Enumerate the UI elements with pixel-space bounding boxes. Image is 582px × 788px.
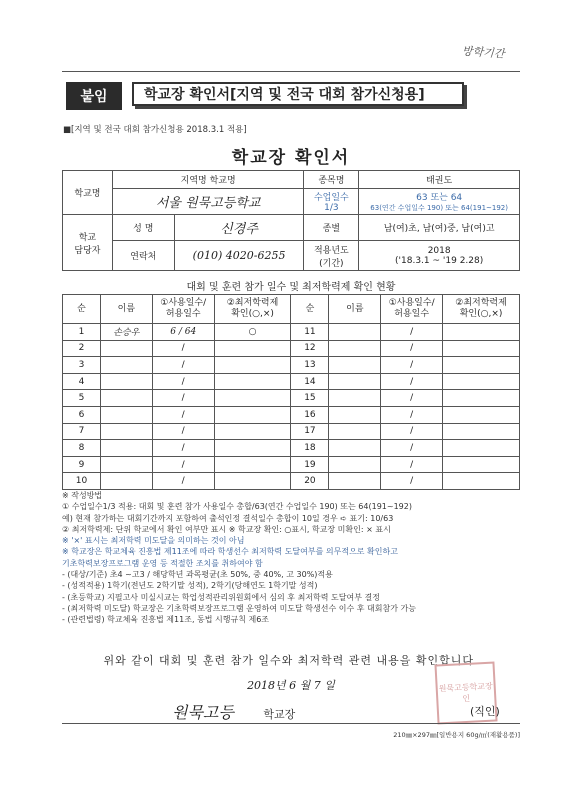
record-no: 9 [63, 456, 101, 473]
record-name [329, 357, 381, 374]
record-no: 15 [291, 390, 329, 407]
record-name [329, 340, 381, 357]
record-days: / [152, 373, 214, 390]
instruction-line: - (대상/기준) 초4 ~고3 / 해당학년 과목평균(초 50%, 중 40%, 고 30%)적용 [62, 570, 333, 580]
school-name-value: 서울 원묵고등학교 [112, 189, 304, 215]
record-days: / [381, 373, 443, 390]
record-min-check [443, 390, 520, 407]
confirmation-date: 2018년 6 월 7 일 [247, 679, 335, 692]
record-no: 3 [63, 357, 101, 374]
record-name [329, 473, 381, 490]
record-days: / [152, 390, 214, 407]
handwritten-top-note: 방학기간 [461, 44, 505, 61]
header-days-right [381, 295, 443, 324]
record-no: 2 [63, 340, 101, 357]
record-no: 1 [63, 324, 101, 341]
attendance-label [304, 189, 359, 215]
header-days [152, 295, 214, 324]
record-min-check [214, 406, 291, 423]
record-name [100, 473, 152, 490]
period-label-line-2: (기간) [319, 258, 344, 269]
name-label: 성 명 [112, 215, 174, 241]
record-no: 16 [291, 406, 329, 423]
header-min-line-1: ②최저학력제 [226, 298, 279, 308]
record-name [329, 456, 381, 473]
record-name [100, 340, 152, 357]
header-min-right-line-1: ②최저학력제 [455, 298, 507, 308]
record-min-check [443, 340, 520, 357]
record-min-check [214, 390, 291, 407]
record-no: 17 [291, 423, 329, 440]
record-days: / [381, 406, 443, 423]
instruction-line: - (최저학력 미도달) 학교장은 기초학력보장프로그램 운영하여 미도달 학생선수 이수 후 대회참가 가능 [62, 603, 416, 613]
period-range: ('18.3.1 ~ '19 2.28) [395, 255, 484, 266]
instruction-line: ② 최저학력제: 단위 학교에서 확인 여부만 표시 ※ 학교장 확인: ○표시, 학교장 미확인: × 표시 [62, 524, 391, 534]
period-year: 2018 [427, 245, 451, 256]
record-name [329, 373, 381, 390]
manager-label [63, 215, 113, 271]
record-no: 19 [291, 456, 329, 473]
record-name [329, 324, 381, 341]
instruction-line: ※ 작성방법 [62, 491, 103, 500]
attendance-label-line-1: 수업일수 [313, 193, 349, 203]
record-no: 13 [291, 357, 329, 374]
seal-label: (직인) [470, 705, 500, 718]
instruction-line: - (초등학교) 지필고사 미실시교는 학업성적관리위원회에서 심의 후 최저학력 도달여부 결정 [62, 592, 380, 602]
header-min-right-line-2: 확인(○,×) [459, 309, 503, 319]
record-no: 5 [63, 390, 101, 407]
instruction-line: - (성적적용) 1학기(전년도 2학기말 성적), 2학기(당해연도 1학기말 성적) [62, 581, 318, 591]
attendance-value-line-2: 63(연간 수업일수 190) 또는 64(191~192) [370, 204, 508, 212]
record-days: 6 / 64 [152, 324, 214, 341]
record-min-check [443, 440, 520, 457]
record-min-check [214, 473, 291, 490]
record-name [100, 440, 152, 457]
record-days: / [152, 406, 214, 423]
record-min-check [443, 324, 520, 341]
header-min-academic-right [443, 295, 520, 324]
header-days-line-1: ①사용일수/ [160, 298, 207, 308]
record-no: 6 [63, 406, 101, 423]
header-name-right: 이름 [329, 295, 381, 324]
record-row [63, 373, 520, 390]
instruction-line: ① 수업일수1/3 적용: 대회 및 훈련 참가 사용일수 총합/63(연간 수업일수 190) 또는 64(191~192) [62, 502, 412, 512]
instruction-line: ※ '×' 표시는 최저학력 미도달을 의미하는 것이 아님 [62, 536, 245, 546]
record-days: / [152, 473, 214, 490]
record-days: / [152, 440, 214, 457]
record-no: 10 [63, 473, 101, 490]
record-name [329, 406, 381, 423]
gender-label: 종별 [304, 215, 359, 241]
record-name [100, 373, 152, 390]
record-no: 4 [63, 373, 101, 390]
record-no: 8 [63, 440, 101, 457]
period-value [359, 241, 520, 271]
record-row [63, 390, 520, 407]
record-row [63, 340, 520, 357]
header-min-academic [214, 295, 291, 324]
school-signature: 원묵고등 [172, 703, 234, 722]
sport-label: 종목명 [304, 171, 359, 189]
record-no: 14 [291, 373, 329, 390]
top-divider [62, 71, 520, 72]
bottom-divider [62, 723, 520, 724]
header-no: 순 [63, 295, 101, 324]
record-days: / [381, 390, 443, 407]
record-days: / [381, 473, 443, 490]
attendance-label-line-2: 1/3 [324, 203, 339, 213]
instruction-line: 기초학력보장프로그램 운영 등 적절한 조치를 취하여야 함 [62, 558, 263, 568]
record-no: 20 [291, 473, 329, 490]
manager-label-line-2: 담당자 [74, 245, 101, 256]
header-no-right: 순 [291, 295, 329, 324]
writing-instructions [62, 490, 522, 626]
applicability-note: ■[지역 및 전국 대회 참가신청용 2018.3.1 적용] [63, 125, 247, 135]
record-name [100, 456, 152, 473]
instruction-line: 예) 현재 참가하는 대회기간까지 포함하여 출석인정 결석일수 총합이 10일 경우 ➪ 표기: 10/63 [62, 513, 394, 523]
record-min-check [443, 473, 520, 490]
header-days-line-2: 허용일수 [165, 309, 201, 319]
record-no: 11 [291, 324, 329, 341]
record-days: / [152, 456, 214, 473]
record-days: / [381, 456, 443, 473]
document-title: 학교장 확인서[지역 및 전국 대회 참가신청용] [132, 82, 464, 106]
record-min-check [443, 406, 520, 423]
record-row [63, 324, 520, 341]
confirmation-statement: 위와 같이 대회 및 훈련 참가 일수와 최저학력 관련 내용을 확인합니다. [103, 654, 479, 667]
record-days: / [381, 440, 443, 457]
gender-value: 남(여)초, 남(여)중, 남(여)고 [359, 215, 520, 241]
instruction-line: ※ 학교장은 학교체육 진흥법 제11조에 따라 학생선수 최저학력 도달여부를 의무적으로 확인하고 [62, 547, 398, 557]
record-days: / [152, 340, 214, 357]
attendance-value [359, 189, 520, 215]
signature-row [172, 700, 295, 723]
principal-label: 학교장 [263, 708, 296, 721]
record-row [63, 456, 520, 473]
contact-label: 연락처 [112, 241, 174, 271]
attendance-value-line-1: 63 또는 64 [416, 193, 463, 203]
record-min-check [443, 373, 520, 390]
record-name [329, 440, 381, 457]
school-name-label: 학교명 [63, 171, 113, 215]
record-min-check [443, 357, 520, 374]
record-min-check [214, 357, 291, 374]
main-title: 학교장 확인서 [231, 148, 351, 168]
manager-label-line-1: 학교 [78, 232, 97, 243]
record-row [63, 357, 520, 374]
record-min-check [214, 373, 291, 390]
header-days-right-line-1: ①사용일수/ [388, 298, 435, 308]
header-name: 이름 [100, 295, 152, 324]
record-days: / [152, 357, 214, 374]
record-row [63, 423, 520, 440]
record-name [100, 423, 152, 440]
record-days: / [381, 357, 443, 374]
record-min-check [214, 340, 291, 357]
record-min-check [443, 456, 520, 473]
sport-value: 태권도 [359, 171, 520, 189]
record-no: 12 [291, 340, 329, 357]
paper-spec-note: 210㎜×297㎜[일반용지 60g/㎡(재활용품)] [393, 731, 520, 739]
contact-value: (010) 4020-6255 [174, 241, 304, 271]
record-name [100, 390, 152, 407]
record-row [63, 440, 520, 457]
record-name [100, 406, 152, 423]
record-min-check [214, 440, 291, 457]
record-row [63, 406, 520, 423]
region-school-label: 지역명 학교명 [112, 171, 304, 189]
participation-records-table [62, 294, 520, 490]
records-section-title: 대회 및 훈련 참가 일수 및 최저학력제 확인 현황 [186, 282, 396, 293]
record-name: 손승우 [100, 324, 152, 341]
record-name [100, 357, 152, 374]
record-no: 7 [63, 423, 101, 440]
record-days: / [381, 423, 443, 440]
record-min-check: ○ [214, 324, 291, 341]
record-min-check [214, 456, 291, 473]
record-days: / [381, 324, 443, 341]
official-seal-stamp: 원묵고등학교장인 [434, 661, 497, 724]
record-no: 18 [291, 440, 329, 457]
school-info-table [62, 170, 520, 271]
record-min-check [214, 423, 291, 440]
attachment-badge: 붙임 [66, 82, 122, 110]
period-label-line-1: 적용년도 [313, 245, 349, 256]
record-days: / [381, 340, 443, 357]
record-min-check [443, 423, 520, 440]
record-name [329, 390, 381, 407]
record-row [63, 473, 520, 490]
instruction-line: - (관련법령) 학교체육 진흥법 제11조, 동법 시행규칙 제6조 [62, 615, 270, 625]
manager-name-value: 신경주 [174, 215, 304, 241]
record-days: / [152, 423, 214, 440]
period-label [304, 241, 359, 271]
header-days-right-line-2: 허용일수 [394, 309, 430, 319]
header-min-line-2: 확인(○,×) [231, 309, 274, 319]
record-name [329, 423, 381, 440]
